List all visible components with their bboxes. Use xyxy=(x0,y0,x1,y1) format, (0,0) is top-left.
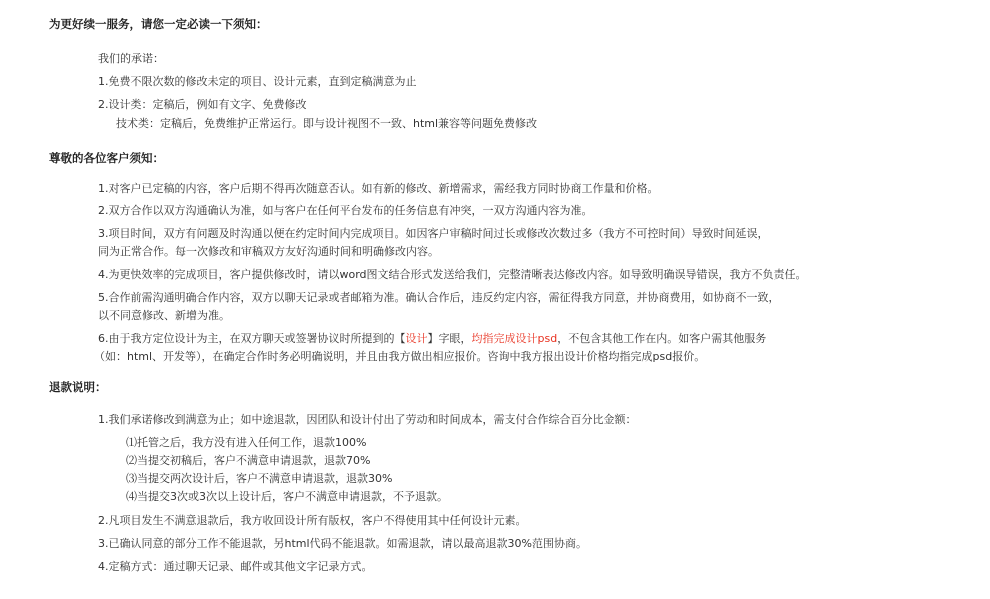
refund-sub-3: ⑶当提交两次设计后，客户不满意申请退款，退款30% xyxy=(126,472,393,485)
notice-item-4: 4.为更快效率的完成项目，客户提供修改时，请以word图文结合形式发送给我们，完整清晰表达修改内容。如导致明确误导错误，我方不负责任。 xyxy=(98,268,807,281)
notice-item-1: 1.对客户已定稿的内容，客户后期不得再次随意否认。如有新的修改、新增需求，需经我方同时协商工作量和价格。 xyxy=(98,182,659,195)
refund-item-2: 2.凡项目发生不满意退款后，我方收回设计所有版权，客户不得使用其中任何设计元素。 xyxy=(98,514,527,527)
refund-sub-1: ⑴托管之后，我方没有进入任何工作，退款100% xyxy=(126,436,367,449)
section-heading-service: 为更好续一服务，请您一定必读一下须知： xyxy=(49,17,268,31)
promise-item-2-tech: 技术类：定稿后，免费维护正常运行。即与设计视图不一致、html兼容等问题免费修改 xyxy=(116,117,538,130)
notice-item-3b: 同为正常合作。每一次修改和审稿双方友好沟通时间和明确修改内容。 xyxy=(98,245,439,258)
notice-item-6a xyxy=(98,331,766,347)
notice-item-6b: （如：html、开发等），在确定合作时务必明确说明，并且由我方做出相应报价。咨询中我方报出设计价格均指完成psd报价。 xyxy=(94,350,706,363)
notice-item-5a: 5.合作前需沟通明确合作内容，双方以聊天记录或者邮箱为准。确认合作后，违反约定内容，需征得我方同意，并协商费用，如协商不一致， xyxy=(98,291,780,304)
refund-item-3: 3.已确认同意的部分工作不能退款，另html代码不能退款。如需退款，请以最高退款30%范围协商。 xyxy=(98,537,587,550)
section-heading-customer-notice: 尊敬的各位客户须知： xyxy=(49,151,164,165)
promise-label: 我们的承诺： xyxy=(98,52,164,65)
notice-item-6a-pre: 6.由于我方定位设计为主，在双方聊天或签署协议时所提到的【 xyxy=(98,332,406,345)
refund-sub-4: ⑷当提交3次或3次以上设计后，客户不满意申请退款，不予退款。 xyxy=(126,490,448,503)
promise-item-1: 1.免费不限次数的修改未定的项目、设计元素，直到定稿满意为止 xyxy=(98,75,417,88)
refund-item-1: 1.我们承诺修改到满意为止；如中途退款，因团队和设计付出了劳动和时间成本，需支付合作综合百分比金额： xyxy=(98,413,637,426)
section-heading-refund: 退款说明： xyxy=(49,380,107,394)
notice-item-6a-mid: 】字眼， xyxy=(427,332,472,345)
refund-sub-2: ⑵当提交初稿后，客户不满意申请退款，退款70% xyxy=(126,454,371,467)
notice-item-3a: 3.项目时间，双方有问题及时沟通以便在约定时间内完成项目。如因客户审稿时间过长或修改次数过多（我方不可控时间）导致时间延误， xyxy=(98,227,769,240)
promise-item-2: 2.设计类：定稿后，例如有文字、免费修改 xyxy=(98,98,307,111)
notice-item-2: 2.双方合作以双方沟通确认为准，如与客户在任何平台发布的任务信息有冲突，一双方沟通内容为准。 xyxy=(98,204,593,217)
highlight-psd: 均指完成设计psd xyxy=(471,332,558,345)
notice-item-5b: 以不同意修改、新增为准。 xyxy=(98,309,230,322)
highlight-design: 设计 xyxy=(405,332,428,345)
notice-item-6a-post: ，不包含其他工作在内。如客户需其他服务 xyxy=(557,332,767,345)
refund-item-4: 4.定稿方式：通过聊天记录、邮件或其他文字记录方式。 xyxy=(98,560,373,573)
